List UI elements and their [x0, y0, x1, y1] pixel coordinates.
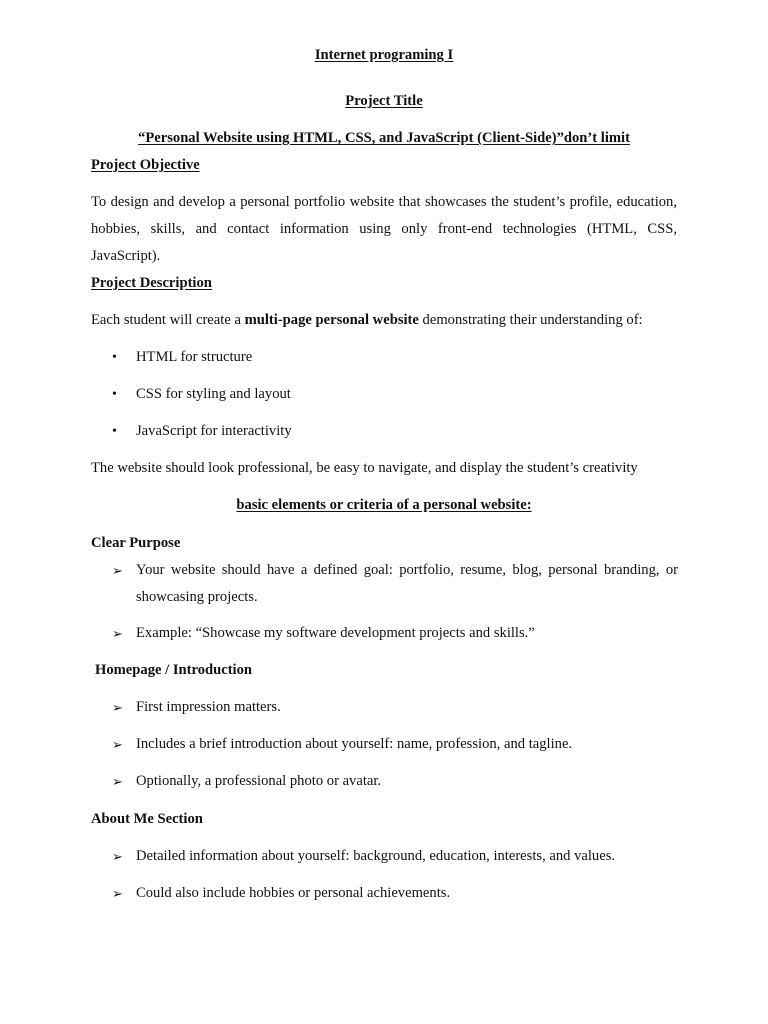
- section-heading-clear-purpose: Clear Purpose: [91, 535, 181, 551]
- description-intro-prefix: Each student will create a: [91, 312, 245, 328]
- arrow-bullet-icon: ➢: [112, 626, 123, 641]
- criteria-item-text: Optionally, a professional photo or avatar.: [136, 773, 382, 789]
- bullet-dot-icon: •: [112, 424, 117, 439]
- criteria-item-text: Your website should have a defined goal: portfolio, resume, blog, personal branding, or showcasing projects.: [136, 562, 678, 605]
- section-heading-about-me: About Me Section: [91, 811, 203, 827]
- tech-bullet-text: JavaScript for interactivity: [136, 423, 292, 439]
- arrow-bullet-icon: ➢: [112, 886, 123, 901]
- bullet-dot-icon: •: [112, 387, 117, 402]
- arrow-bullet-icon: ➢: [112, 563, 123, 578]
- criteria-heading: basic elements or criteria of a personal website:: [236, 497, 532, 513]
- criteria-item-text: Could also include hobbies or personal achievements.: [136, 885, 451, 901]
- description-closing: The website should look professional, be easy to navigate, and display the student’s creativity: [91, 460, 638, 476]
- objective-paragraph: To design and develop a personal portfolio website that showcases the student’s profile, education, hobbies, skills, and contact information using only front-end technologies (HTML, CSS, JavaScript).: [91, 194, 677, 264]
- tech-bullet-text: CSS for styling and layout: [136, 386, 291, 402]
- arrow-bullet-icon: ➢: [112, 700, 123, 715]
- section-heading-homepage: Homepage / Introduction: [95, 662, 253, 678]
- description-intro-suffix: demonstrating their understanding of:: [418, 312, 643, 328]
- tech-bullet-text: HTML for structure: [136, 349, 253, 365]
- arrow-bullet-icon: ➢: [112, 774, 123, 789]
- bullet-dot-icon: •: [112, 350, 117, 365]
- objective-heading: Project Objective: [91, 157, 200, 173]
- criteria-item-text: Detailed information about yourself: background, education, interests, and values.: [136, 848, 616, 864]
- arrow-bullet-icon: ➢: [112, 849, 123, 864]
- course-title: Internet programing I: [314, 47, 454, 63]
- arrow-bullet-icon: ➢: [112, 737, 123, 752]
- project-title: “Personal Website using HTML, CSS, and JavaScript (Client-Side)”don’t limit: [138, 130, 630, 146]
- criteria-item-text: Example: “Showcase my software development projects and skills.”: [136, 625, 535, 641]
- description-intro-bold: multi-page personal website: [244, 312, 419, 328]
- project-title-heading: Project Title: [345, 93, 423, 109]
- description-heading: Project Description: [91, 275, 212, 291]
- criteria-item-text: Includes a brief introduction about yourself: name, profession, and tagline.: [136, 736, 573, 752]
- criteria-item-text: First impression matters.: [136, 699, 281, 715]
- description-intro: [91, 312, 643, 329]
